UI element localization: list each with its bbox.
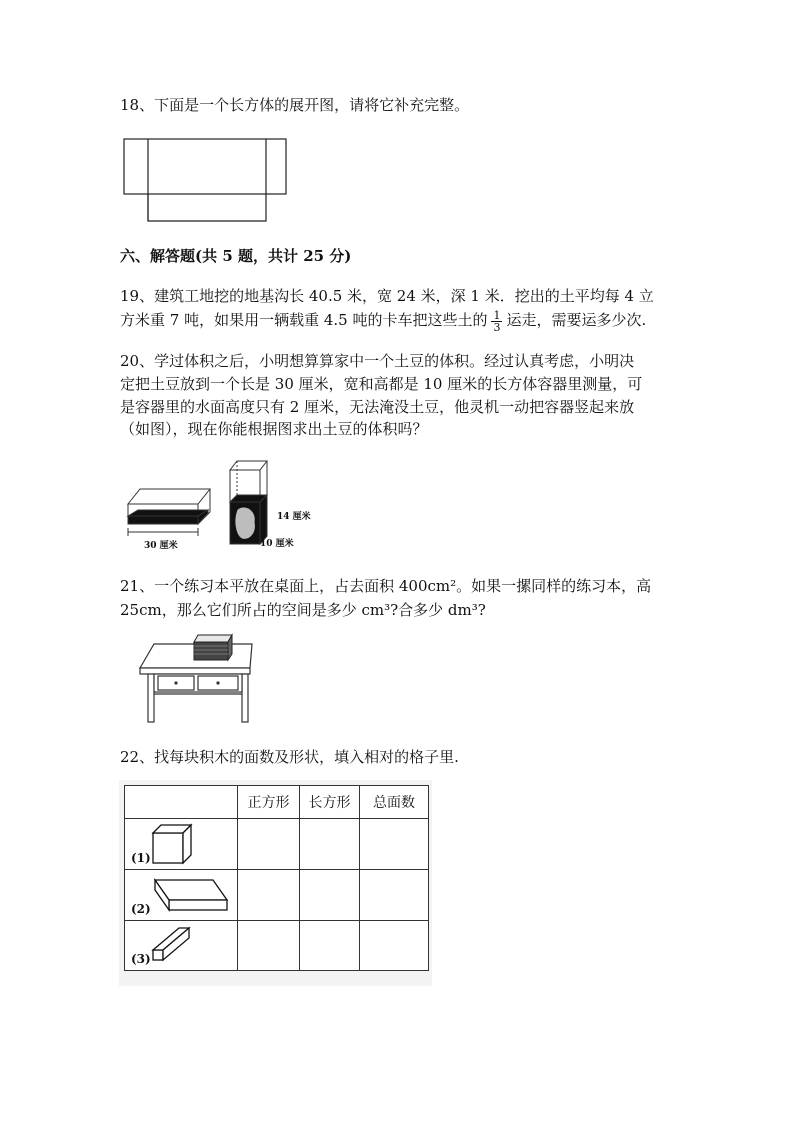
label-width: 10 厘米 <box>260 539 294 549</box>
q22-text: 22、找每块积木的面数及形状，填入相对的格子里. <box>120 748 459 766</box>
q21-line2: 25cm，那么它们所占的空间是多少 cm³?合多少 dm³? <box>120 601 486 619</box>
table-row <box>125 921 429 971</box>
answer-cell-square[interactable] <box>238 921 300 971</box>
q19-line2 <box>120 309 646 333</box>
q20-line3: 是容器里的水面高度只有 2 厘米，无法淹没土豆，他灵机一动把容器竖起来放 <box>120 398 635 416</box>
row-label-cell <box>125 819 238 870</box>
horizontal-container <box>128 489 210 524</box>
answer-cell-rectangle[interactable] <box>300 819 360 870</box>
fraction-numerator: 1 <box>493 308 501 322</box>
cuboid-net-figure <box>118 132 294 228</box>
answer-cell-total[interactable] <box>360 819 429 870</box>
vertical-container <box>230 461 267 544</box>
row-label: (3) <box>131 952 151 966</box>
water-front-flat <box>128 516 198 524</box>
q19-line2-a: 方米重 7 吨，如果用一辆载重 4.5 吨的卡车把这些土的 <box>120 311 488 329</box>
section6-heading: 六、解答题(共 5 题，共计 25 分) <box>120 247 352 265</box>
drawer-knob-right <box>216 681 219 684</box>
fraction-denominator: 3 <box>493 320 501 334</box>
table-row <box>125 870 429 921</box>
net-bottom-face <box>148 194 266 221</box>
q20-containers-figure <box>120 458 325 554</box>
q19-line1: 19、建筑工地挖的地基沟长 40.5 米，宽 24 米，深 1 米．挖出的土平均每 4 立 <box>120 287 654 305</box>
desk-leg-left <box>148 674 154 722</box>
row-label-cell <box>125 870 238 921</box>
label-length: 30 厘米 <box>144 541 178 551</box>
drawer-knob-left <box>174 681 177 684</box>
row-label-cell <box>125 921 238 971</box>
header-cell-rectangle: 长方形 <box>300 786 360 819</box>
answer-cell-square[interactable] <box>238 870 300 921</box>
q20-line2: 定把土豆放到一个长是 30 厘米，宽和高都是 10 厘米的长方体容器里测量，可 <box>120 375 643 393</box>
q18-text: 18、下面是一个长方体的展开图，请将它补充完整。 <box>120 96 470 114</box>
answer-cell-square[interactable] <box>238 819 300 870</box>
label-height: 14 厘米 <box>277 512 311 522</box>
header-cell-total-faces: 总面数 <box>360 786 429 819</box>
water-layer-flat <box>128 510 208 516</box>
potato-shape <box>236 508 254 538</box>
row-label: (2) <box>131 902 151 916</box>
blocks-table <box>124 785 429 971</box>
table-row <box>125 819 429 870</box>
row-label: (1) <box>131 851 151 865</box>
fraction-one-third <box>491 310 502 333</box>
notebook-stack <box>194 635 232 660</box>
desk-with-notebooks-figure <box>138 632 256 724</box>
answer-cell-rectangle[interactable] <box>300 921 360 971</box>
answer-cell-total[interactable] <box>360 870 429 921</box>
header-cell-empty <box>125 786 238 819</box>
desk-top-edge <box>140 668 250 674</box>
header-cell-square: 正方形 <box>238 786 300 819</box>
q19-line2-b: 运走，需要运多少次. <box>506 311 647 329</box>
q21-line1: 21、一个练习本平放在桌面上，占去面积 400cm²。如果一摞同样的练习本，高 <box>120 577 652 595</box>
q20-line4: （如图），现在你能根据图求出土豆的体积吗？ <box>120 420 428 438</box>
answer-cell-rectangle[interactable] <box>300 870 360 921</box>
q20-line1: 20、学过体积之后，小明想算算家中一个土豆的体积。经过认真考虑，小明决 <box>120 352 635 370</box>
answer-cell-total[interactable] <box>360 921 429 971</box>
desk-leg-right <box>242 674 248 722</box>
length-dimension-line <box>128 528 198 536</box>
table-header-row <box>125 786 429 819</box>
